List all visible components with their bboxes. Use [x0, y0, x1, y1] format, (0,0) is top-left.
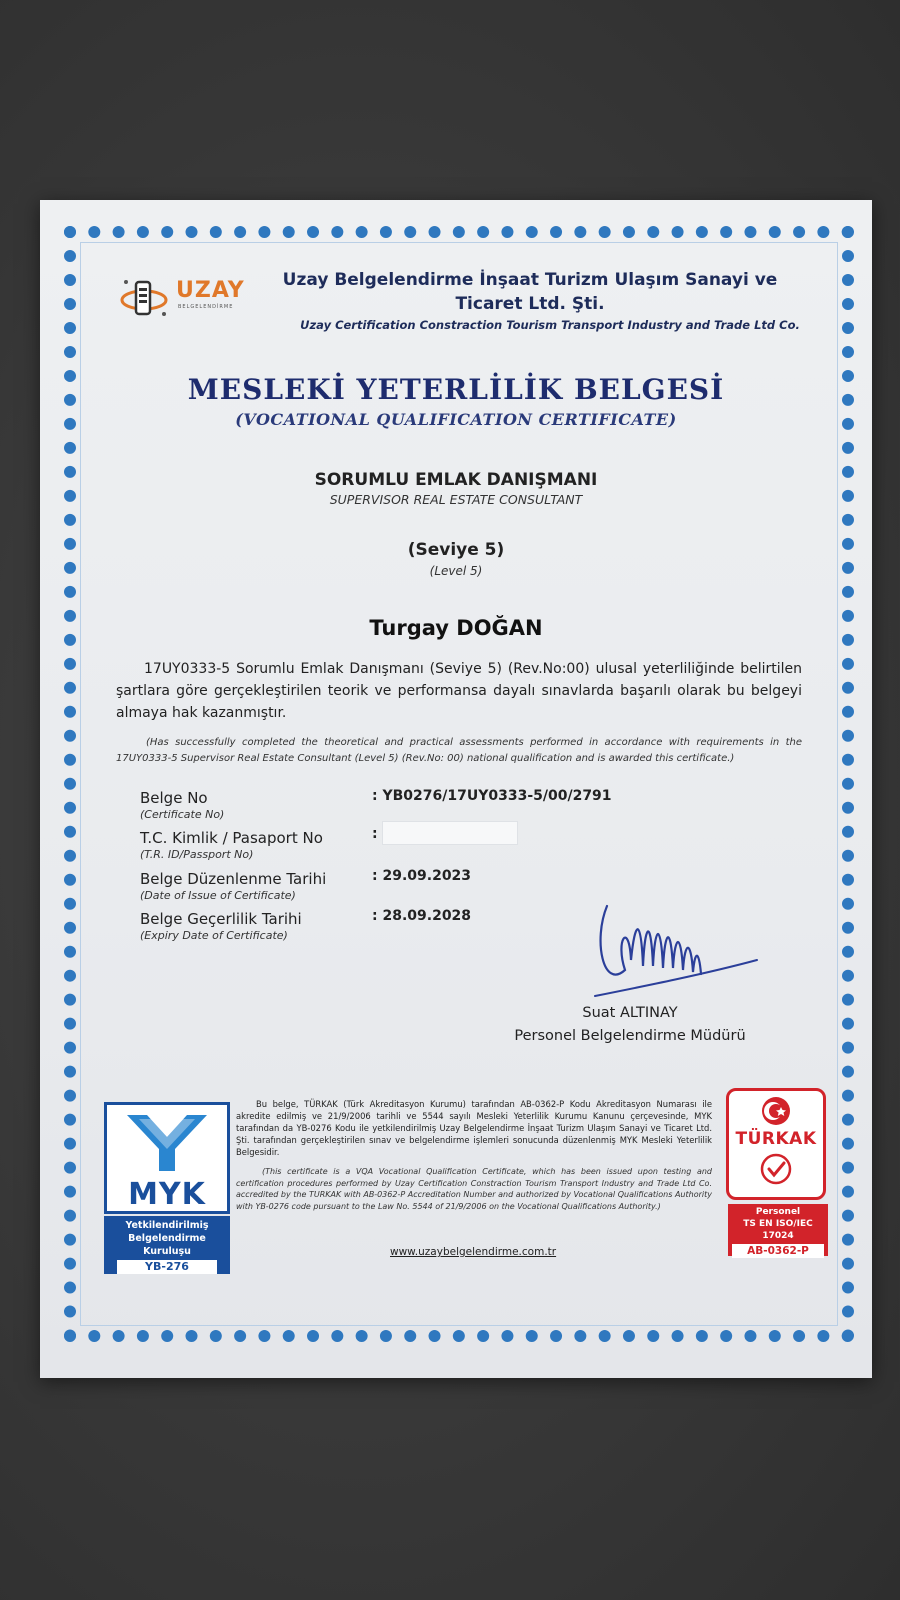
issue-date-label-en: (Date of Issue of Certificate) [140, 889, 296, 902]
myk-badge [104, 1102, 230, 1274]
holder-name: Turgay DOĞAN [369, 616, 543, 640]
myk-code: YB-276 [117, 1260, 217, 1274]
signatory-name: Suat ALTINAY [582, 1005, 678, 1021]
legal-text-en: (This certificate is a VQA Vocational Qualification Certificate, which has been issued upon testing and certification procedures performed by Uzay Certification Constraction Tourism Transport Industry and Trade Ltd Co. accredited by the TURKAK with AB-0362-P Accreditation Number and authorized by Vocational Qualifications Authority with YB-0276 code pursuant to the Law No. 5544 of 21/9/2006 on the Vocational Qualifications Authority.) [236, 1167, 712, 1211]
certificate-no-value: : YB0276/17UY0333-5/00/2791 [372, 788, 612, 804]
issuer-name-en: Uzay Certification Constraction Tourism Transport Industry and Trade Ltd Co. [300, 318, 800, 332]
checkmark-seal-icon [729, 1153, 823, 1193]
legal-text-tr: Bu belge, TÜRKAK (Türk Akreditasyon Kurumu) tarafından AB-0362-P Kodu Akreditasyon Numarası ile akredite edilmiş ve 21/9/2006 tarihli ve 5544 sayılı Mesleki Yeterlilik Kurumu Kanunu çerçevesinde, MYK tarafından da YB-0276 Kodu ile yetkilendirilmiş Uzay Belgelendirme İnşaat Turizm Ulaşım Sanayi ve Ticaret Ltd. Şti. tarafından gerçekleştirilen sınav ve belgelendirme işlemleri sonucunda düzenlenmiş MYK Mesleki Yeterlilik Belgesidir. [236, 1099, 712, 1157]
turkak-caption [728, 1204, 828, 1256]
id-no-label: T.C. Kimlik / Pasaport No [140, 829, 323, 847]
uzay-logo [120, 276, 260, 320]
id-no-label-en: (T.R. ID/Passport No) [140, 848, 254, 861]
turkak-crescent-icon [729, 1093, 823, 1133]
certificate-paper [40, 200, 872, 1378]
issue-date-label: Belge Düzenlenme Tarihi [140, 870, 327, 888]
myk-caption-line1: Yetkilendirilmiş [125, 1220, 209, 1231]
turkak-code: AB-0362-P [732, 1244, 824, 1258]
turkak-logo-text: TÜRKAK [735, 1129, 817, 1149]
signatory-title: Personel Belgelendirme Müdürü [514, 1028, 746, 1044]
myk-emblem-icon [107, 1105, 227, 1175]
expiry-date-label-en: (Expiry Date of Certificate) [140, 929, 288, 942]
certificate-no-label: Belge No [140, 789, 208, 807]
uzay-emblem-icon [120, 276, 172, 320]
occupation-title-en: SUPERVISOR REAL ESTATE CONSULTANT [329, 492, 583, 507]
statement-en: (Has successfully completed the theoretical and practical assessments performed in accordance with requirements in the 17UY0333-5 Supervisor Real Estate Consultant (Level 5) (Rev.No: 00) national qualification and is awarded this certificate.) [116, 737, 802, 764]
uzay-logo-text: UZAY [176, 278, 245, 303]
expiry-date-label: Belge Geçerlilik Tarihi [140, 910, 302, 928]
level-label: (Seviye 5) [407, 540, 505, 560]
turkak-caption-line2: TS EN ISO/IEC 17024 [743, 1219, 813, 1241]
id-no-value: : [372, 826, 378, 842]
myk-logo [104, 1102, 230, 1214]
myk-caption-line2: Belgelendirme Kuruluşu [128, 1233, 206, 1257]
certificate-no-label-en: (Certificate No) [140, 808, 225, 821]
turkak-badge [726, 1088, 826, 1200]
uzay-logo-subtext: BELGELENDİRME [178, 304, 234, 310]
issue-date-value: : 29.09.2023 [372, 868, 472, 884]
statement-tr: 17UY0333-5 Sorumlu Emlak Danışmanı (Seviye 5) (Rev.No:00) ulusal yeterliliğinde belirtilen şartlara göre gerçekleştirilen teorik ve performansa dayalı sınavlarda başarılı olarak bu belgeyi almaya hak kazanmıştır. [116, 661, 802, 721]
level-label-en: (Level 5) [429, 564, 483, 578]
myk-caption [104, 1216, 230, 1274]
occupation-title: SORUMLU EMLAK DANIŞMANI [314, 470, 598, 490]
certificate-title-en: (VOCATIONAL QUALIFICATION CERTIFICATE) [235, 410, 677, 429]
myk-logo-text: MYK [128, 1177, 206, 1212]
expiry-date-value: : 28.09.2028 [372, 908, 472, 924]
signature-image [585, 900, 765, 1010]
issuer-name-tr: Uzay Belgelendirme İnşaat Turizm Ulaşım Sanayi ve Ticaret Ltd. Şti. [282, 270, 778, 314]
redacted-id-box [382, 821, 518, 845]
turkak-caption-line1: Personel [755, 1207, 801, 1217]
certificate-title: MESLEKİ YETERLİLİK BELGESİ [187, 373, 725, 406]
website-link[interactable]: www.uzaybelgelendirme.com.tr [390, 1246, 557, 1258]
